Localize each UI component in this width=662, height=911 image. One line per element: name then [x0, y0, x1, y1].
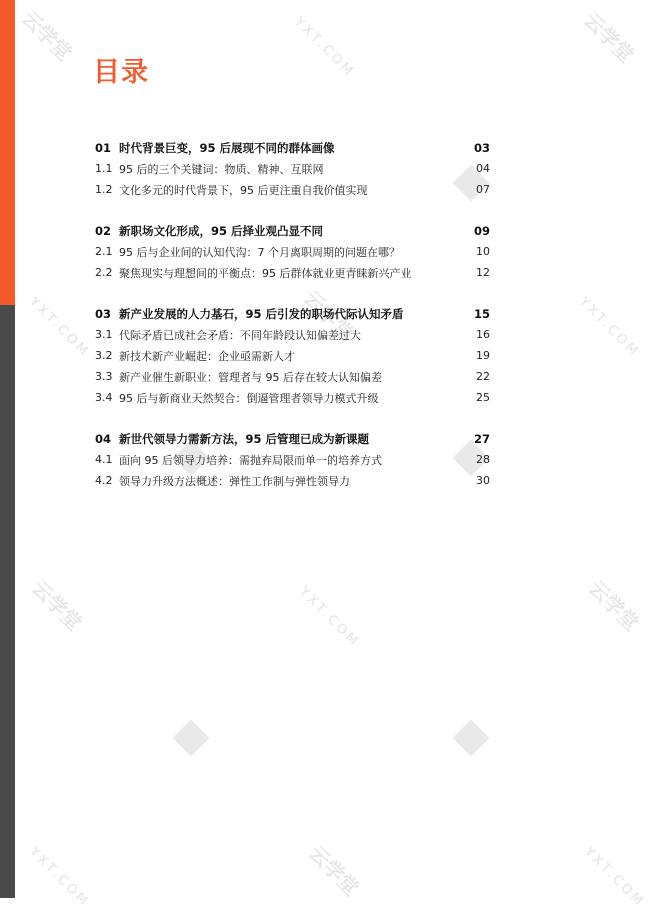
- toc-entry-title: 95 后与企业间的认知代沟：7 个月离职周期的问题在哪？: [119, 245, 400, 259]
- toc-entry[interactable]: [95, 158, 490, 179]
- toc-section-title: 新职场文化形成，95 后择业观凸显不同: [119, 223, 324, 238]
- toc-entry[interactable]: [95, 324, 490, 345]
- toc-entry-number: 3.1: [95, 328, 113, 341]
- toc-entry[interactable]: [95, 179, 490, 200]
- toc-page-number: 03: [473, 140, 490, 155]
- toc-page-number: 27: [473, 431, 490, 446]
- toc-entry-title: 面向 95 后领导力培养：需抛弃局限而单一的培养方式: [119, 453, 382, 467]
- toc-entry-number: 3.3: [95, 370, 113, 383]
- toc-section-number: 02: [95, 223, 112, 238]
- toc-entry[interactable]: [95, 470, 490, 491]
- toc-entry-title: 95 后与新商业天然契合：倒逼管理者领导力模式升级: [119, 391, 379, 405]
- toc-page-number: 15: [473, 306, 490, 321]
- toc-page-number: 28: [476, 453, 490, 466]
- toc-section-number: 03: [95, 306, 112, 321]
- toc-section-title: 时代背景巨变，95 后展现不同的群体画像: [119, 140, 335, 155]
- toc-entry-title: 代际矛盾已成社会矛盾：不同年龄段认知偏差过大: [119, 328, 361, 342]
- toc-entry-number: 4.1: [95, 453, 113, 466]
- toc-page-number: 16: [476, 328, 490, 341]
- toc-section-heading[interactable]: [95, 220, 490, 241]
- toc-page-number: 09: [473, 223, 490, 238]
- watermark-text: YXT.COM: [581, 844, 648, 911]
- toc-entry-title: 领导力升级方法概述：弹性工作制与弹性领导力: [119, 474, 350, 488]
- toc-section: [95, 220, 490, 283]
- toc-page-number: 07: [476, 183, 490, 196]
- watermark-text: YXT.COM: [291, 14, 358, 81]
- toc-entry-number: 4.2: [95, 474, 113, 487]
- toc-page-number: 30: [476, 474, 490, 487]
- toc-section-heading[interactable]: [95, 137, 490, 158]
- sidebar-accent-dark: [0, 305, 15, 898]
- toc-entry[interactable]: [95, 345, 490, 366]
- watermark-logo-icon: [453, 720, 490, 757]
- toc-entry[interactable]: [95, 241, 490, 262]
- toc-entry[interactable]: [95, 366, 490, 387]
- toc-section-title: 新世代领导力需新方法，95 后管理已成为新课题: [119, 431, 370, 446]
- toc-entry-number: 1.2: [95, 183, 113, 196]
- toc-section-heading[interactable]: [95, 303, 490, 324]
- toc-entry-title: 文化多元的时代背景下，95 后更注重自我价值实现: [119, 183, 368, 197]
- toc-entry[interactable]: [95, 449, 490, 470]
- toc-section: [95, 137, 490, 200]
- watermark-brand: 云学堂: [17, 5, 77, 66]
- watermark-logo-icon: [173, 720, 210, 757]
- toc-section: [95, 428, 490, 491]
- toc-entry-number: 2.1: [95, 245, 113, 258]
- toc-section-title: 新产业发展的人力基石，95 后引发的职场代际认知矛盾: [119, 306, 404, 321]
- toc-entry-title: 新产业催生新职业：管理者与 95 后存在较大认知偏差: [119, 370, 382, 384]
- sidebar-accent-orange: [0, 0, 15, 305]
- toc-entry-title: 聚焦现实与理想间的平衡点：95 后群体就业更青睐新兴产业: [119, 266, 412, 280]
- toc-entry[interactable]: [95, 262, 490, 283]
- toc-entry-title: 95 后的三个关键词：物质、精神、互联网: [119, 162, 324, 176]
- watermark-text: YXT.COM: [26, 844, 93, 911]
- watermark-brand: 云学堂: [579, 7, 639, 68]
- toc-section-number: 01: [95, 140, 112, 155]
- toc-entry-number: 1.1: [95, 162, 113, 175]
- watermark-brand: 云学堂: [27, 575, 87, 636]
- toc-entry-number: 3.4: [95, 391, 113, 404]
- toc-section-heading[interactable]: [95, 428, 490, 449]
- toc-entry[interactable]: [95, 387, 490, 408]
- toc-entry-number: 3.2: [95, 349, 113, 362]
- watermark-brand: 云学堂: [304, 840, 364, 901]
- watermark-text: YXT.COM: [576, 294, 643, 361]
- toc-page-number: 04: [476, 162, 490, 175]
- page-title: 目录: [93, 57, 149, 88]
- toc-page-number: 10: [476, 245, 490, 258]
- watermark-brand: 云学堂: [584, 575, 644, 636]
- toc-page-number: 25: [476, 391, 490, 404]
- toc-section: [95, 303, 490, 408]
- toc-page-number: 12: [476, 266, 490, 279]
- toc-section-number: 04: [95, 431, 112, 446]
- table-of-contents: [95, 137, 490, 511]
- toc-page-number: 19: [476, 349, 490, 362]
- watermark-text: YXT.COM: [26, 294, 93, 361]
- watermark-brand: 云学堂: [299, 285, 359, 346]
- toc-entry-number: 2.2: [95, 266, 113, 279]
- toc-entry-title: 新技术新产业崛起：企业亟需新人才: [119, 349, 295, 363]
- watermark-text: YXT.COM: [296, 584, 363, 651]
- toc-page-number: 22: [476, 370, 490, 383]
